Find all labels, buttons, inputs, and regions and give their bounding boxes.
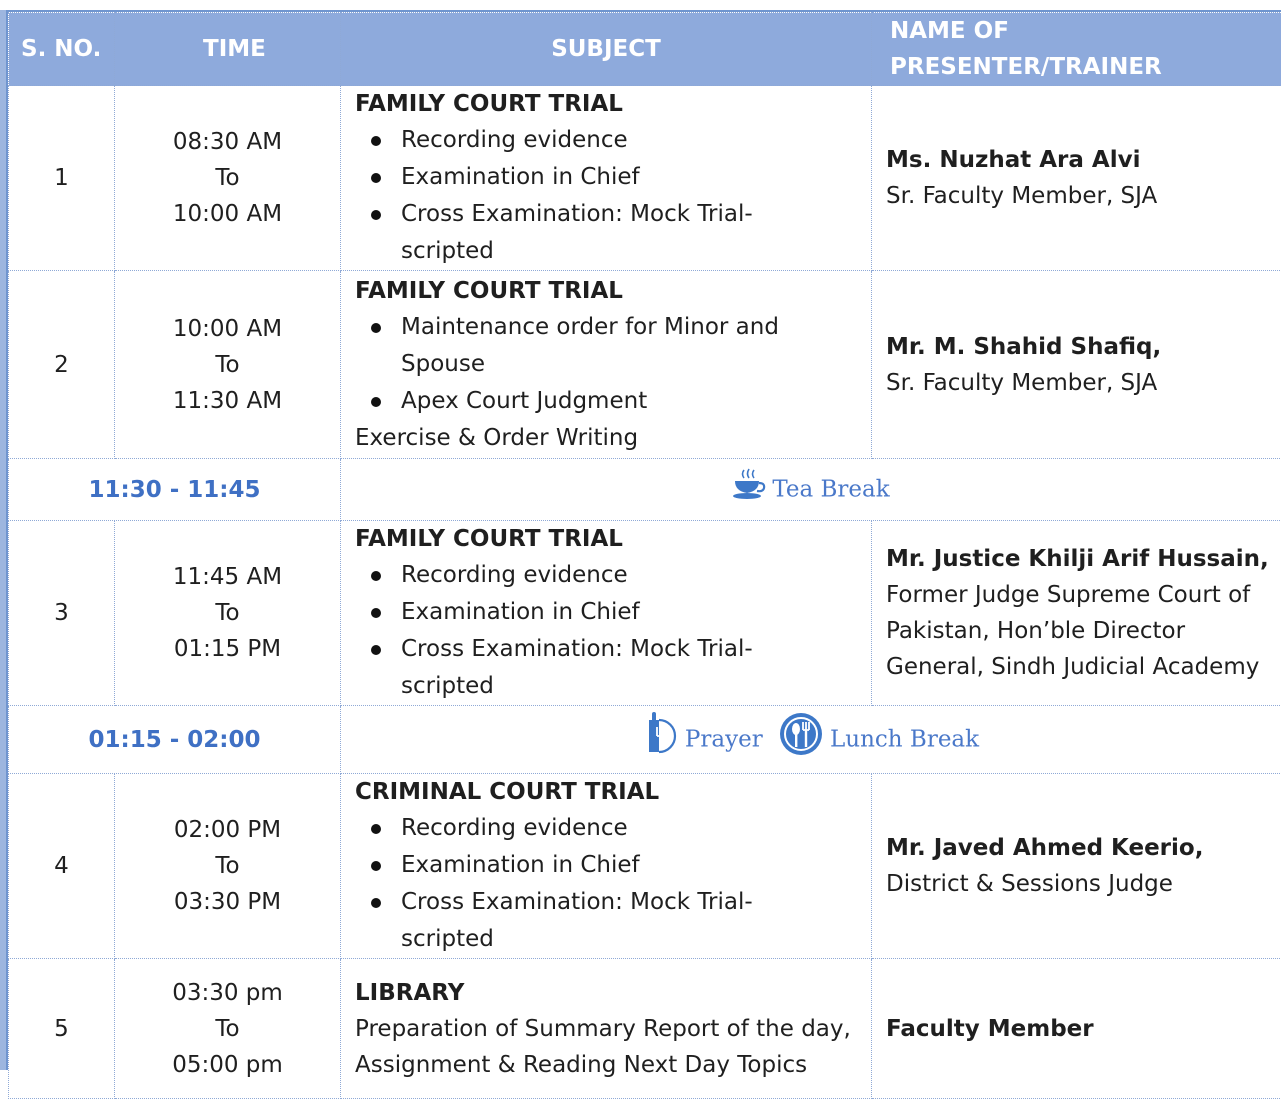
page-top-margin (0, 0, 1281, 10)
time-start: 08:30 AM (115, 124, 340, 160)
bullet-item: Examination in Chief (401, 847, 863, 884)
session-time (115, 86, 341, 271)
tea-cup-icon (732, 468, 766, 511)
time-start: 03:30 pm (115, 975, 340, 1011)
lunch-label: Lunch Break (830, 727, 979, 753)
subject-bullets (355, 557, 863, 705)
subject-text: Preparation of Summary Report of the day, Assignment & Reading Next Day Topics (355, 1011, 863, 1083)
header-sno: S. NO. (9, 13, 115, 86)
time-to: To (115, 160, 340, 196)
session-time (115, 271, 341, 459)
bullet-item: Recording evidence (401, 122, 863, 159)
session-presenter (872, 959, 1281, 1099)
session-time (115, 774, 341, 959)
time-to: To (115, 595, 340, 631)
session-row-5 (9, 959, 1281, 1099)
break-label-cell (341, 459, 1281, 521)
tea-break-row (9, 459, 1281, 521)
header-subject: SUBJECT (341, 13, 872, 86)
bullet-item: Recording evidence (401, 810, 863, 847)
session-presenter (872, 521, 1281, 706)
left-margin-bar (0, 10, 8, 1070)
subject-title: FAMILY COURT TRIAL (355, 86, 863, 122)
subject-title: CRIMINAL COURT TRIAL (355, 774, 863, 810)
presenter-role: Sr. Faculty Member, SJA (886, 365, 1275, 401)
time-end: 10:00 AM (115, 196, 340, 232)
time-end: 03:30 PM (115, 884, 340, 920)
presenter-name: Mr. Justice Khilji Arif Hussain, (886, 541, 1275, 577)
session-time (115, 521, 341, 706)
presenter-role: District & Sessions Judge (886, 866, 1275, 902)
header-presenter: NAME OF PRESENTER/TRAINER (872, 13, 1281, 86)
time-start: 11:45 AM (115, 559, 340, 595)
time-end: 05:00 pm (115, 1047, 340, 1083)
subject-title: LIBRARY (355, 975, 863, 1011)
break-label-cell (341, 706, 1281, 774)
presenter-name: Faculty Member (886, 1011, 1275, 1047)
time-to: To (115, 848, 340, 884)
session-presenter (872, 774, 1281, 959)
prayer-label: Prayer (685, 727, 763, 753)
bullet-item: Cross Examination: Mock Trial-scripted (401, 884, 791, 958)
presenter-role: Sr. Faculty Member, SJA (886, 178, 1275, 214)
session-row-4 (9, 774, 1281, 959)
bullet-item: Examination in Chief (401, 594, 863, 631)
time-end: 01:15 PM (115, 631, 340, 667)
bullet-item: Cross Examination: Mock Trial-scripted (401, 631, 791, 705)
session-number: 2 (9, 271, 115, 459)
time-end: 11:30 AM (115, 383, 340, 419)
lunch-break-row (9, 706, 1281, 774)
spoon-fork-icon (778, 711, 824, 768)
session-subject (341, 271, 872, 459)
session-subject (341, 774, 872, 959)
presenter-name: Ms. Nuzhat Ara Alvi (886, 142, 1275, 178)
subject-bullets (355, 122, 863, 270)
session-subject (341, 959, 872, 1099)
presenter-name: Mr. M. Shahid Shafiq, (886, 329, 1275, 365)
session-presenter (872, 271, 1281, 459)
bullet-item: Examination in Chief (401, 159, 863, 196)
session-subject (341, 86, 872, 271)
time-to: To (115, 1011, 340, 1047)
session-row-1 (9, 86, 1281, 271)
bullet-item: Recording evidence (401, 557, 863, 594)
schedule-table (8, 12, 1281, 1099)
session-number: 5 (9, 959, 115, 1099)
tea-break-label: Tea Break (772, 477, 889, 503)
time-start: 02:00 PM (115, 812, 340, 848)
bullet-item: Maintenance order for Minor and Spouse (401, 309, 821, 383)
time-to: To (115, 347, 340, 383)
presenter-name: Mr. Javed Ahmed Keerio, (886, 830, 1275, 866)
break-time: 01:15 - 02:00 (9, 706, 341, 774)
subject-title: FAMILY COURT TRIAL (355, 521, 863, 557)
subject-title: FAMILY COURT TRIAL (355, 273, 863, 309)
presenter-role: Former Judge Supreme Court of Pakistan, Hon’ble Director General, Sindh Judicial Academy (886, 577, 1275, 685)
session-number: 1 (9, 86, 115, 271)
header-time: TIME (115, 13, 341, 86)
session-number: 3 (9, 521, 115, 706)
session-number: 4 (9, 774, 115, 959)
break-time: 11:30 - 11:45 (9, 459, 341, 521)
subject-extra: Exercise & Order Writing (355, 420, 863, 456)
session-subject (341, 521, 872, 706)
session-row-3 (9, 521, 1281, 706)
clock-icon (643, 712, 679, 767)
header-row (9, 13, 1281, 86)
time-start: 10:00 AM (115, 311, 340, 347)
session-time (115, 959, 341, 1099)
session-presenter (872, 86, 1281, 271)
bullet-item: Cross Examination: Mock Trial-scripted (401, 196, 791, 270)
bullet-item: Apex Court Judgment (401, 383, 863, 420)
session-row-2 (9, 271, 1281, 459)
subject-bullets (355, 309, 863, 420)
subject-bullets (355, 810, 863, 958)
